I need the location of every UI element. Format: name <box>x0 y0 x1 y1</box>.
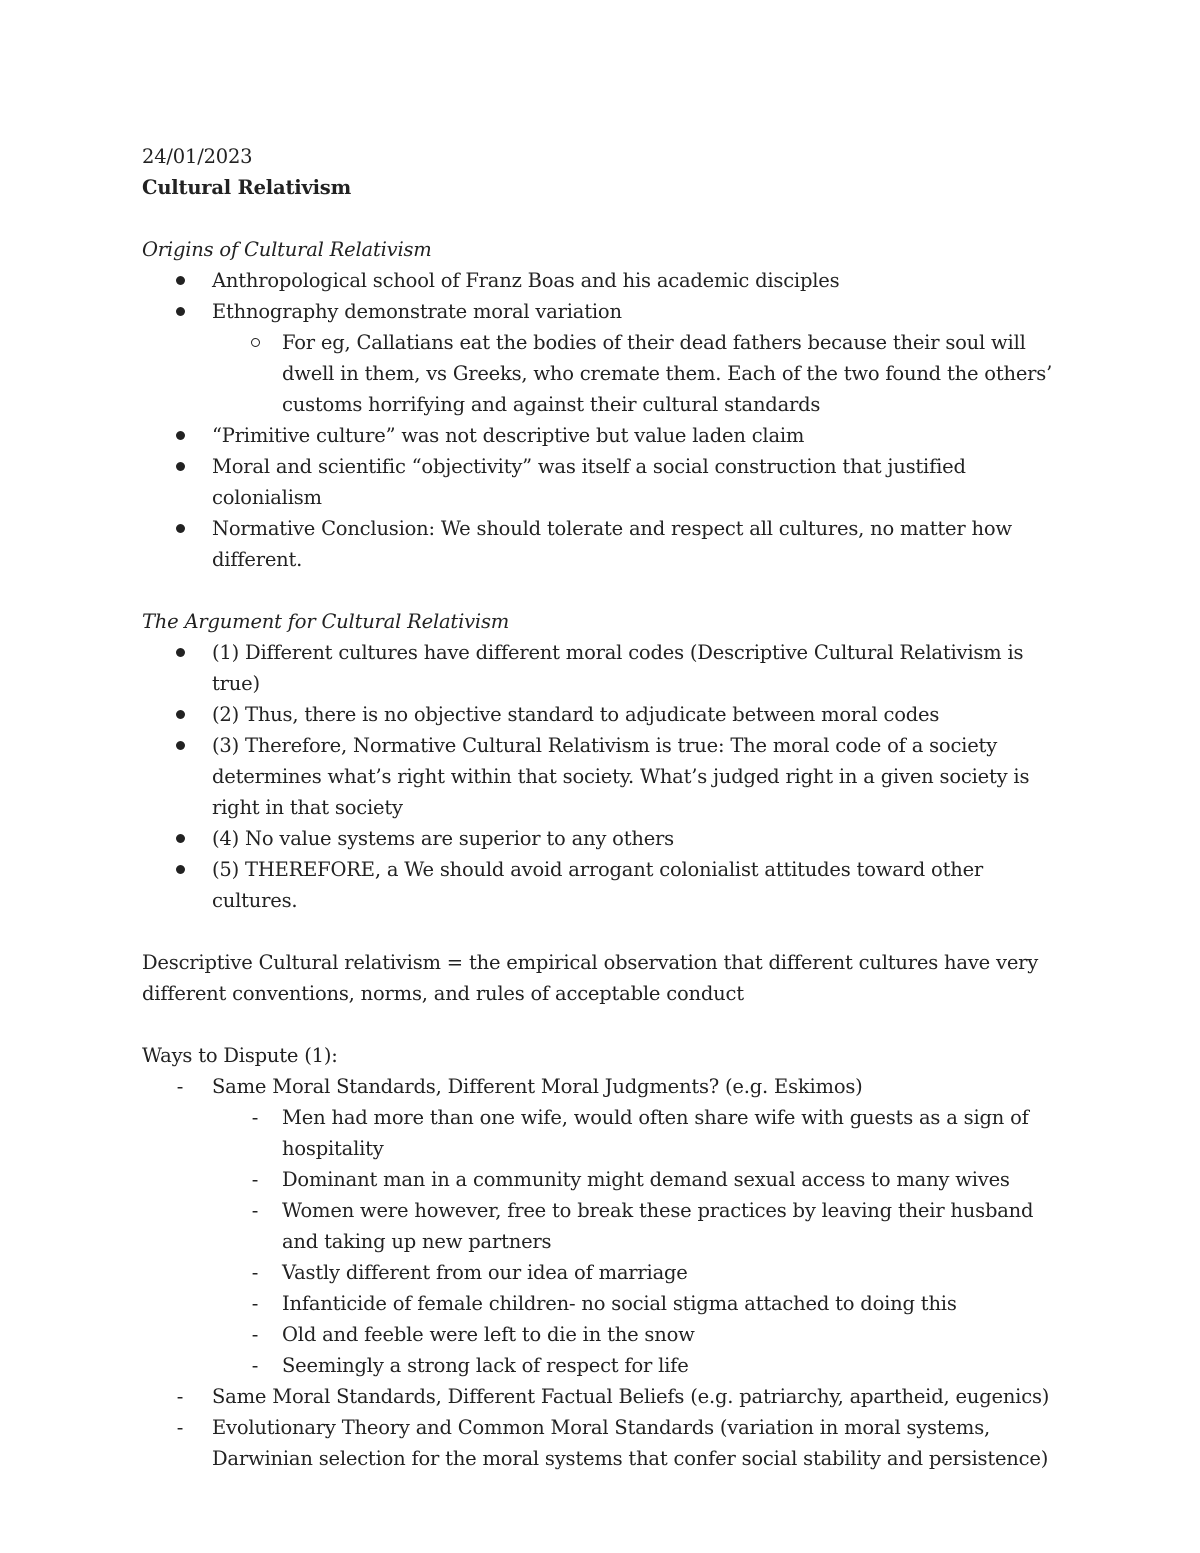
document-title: Cultural Relativism <box>142 176 352 199</box>
bullet-icon <box>170 420 190 451</box>
list-item <box>142 1319 1062 1350</box>
dispute-heading: Ways to Dispute (1): <box>142 1044 338 1067</box>
list-item-text: (2) Thus, there is no objective standard to adjudicate between moral codes <box>212 703 940 726</box>
list-item <box>142 1350 1062 1381</box>
list-item <box>142 1288 1062 1319</box>
list-item-text: Vastly different from our idea of marriage <box>282 1261 688 1284</box>
list-item-text: Evolutionary Theory and Common Moral Standards (variation in moral systems, Darwinian selection for the moral systems that confer social stability and persistence) <box>212 1416 1049 1470</box>
bullet-icon <box>170 296 190 327</box>
argument-list <box>142 637 1062 916</box>
list-item <box>142 513 1062 575</box>
list-item-text: Men had more than one wife, would often share wife with guests as a sign of hospitality <box>282 1106 1029 1160</box>
list-item-text: (1) Different cultures have different moral codes (Descriptive Cultural Relativism is true) <box>212 641 1024 695</box>
argument-heading: The Argument for Cultural Relativism <box>142 610 510 633</box>
bullet-icon <box>170 823 190 854</box>
dash-bullet-icon: - <box>251 1323 259 1346</box>
document-page <box>142 141 1062 1474</box>
list-item <box>142 1381 1062 1412</box>
spacer <box>142 575 1062 606</box>
list-item <box>142 730 1062 823</box>
list-item-text: Infanticide of female children- no social stigma attached to doing this <box>282 1292 957 1315</box>
dash-bullet-icon: - <box>251 1168 259 1191</box>
list-item <box>142 1164 1062 1195</box>
dispute-list <box>142 1071 1062 1474</box>
list-item <box>142 420 1062 451</box>
list-item-text: Ethnography demonstrate moral variation <box>212 300 622 323</box>
hollow-bullet-icon <box>245 327 265 358</box>
list-item-text: Seemingly a strong lack of respect for life <box>282 1354 689 1377</box>
list-item <box>142 1412 1062 1474</box>
dash-bullet-icon: - <box>251 1261 259 1284</box>
origins-sublist <box>212 327 1062 420</box>
origins-heading: Origins of Cultural Relativism <box>142 238 432 261</box>
bullet-icon <box>170 265 190 296</box>
bullet-icon <box>170 451 190 482</box>
list-item-text: Same Moral Standards, Different Moral Judgments? (e.g. Eskimos) <box>212 1075 863 1098</box>
list-item-text: (3) Therefore, Normative Cultural Relativism is true: The moral code of a society determines what’s right within that society. What’s judged right in a given society is right in that society <box>212 734 1030 819</box>
dash-bullet-icon: - <box>251 1199 259 1222</box>
list-item-text: For eg, Callatians eat the bodies of their dead fathers because their soul will dwell in them, vs Greeks, who cremate them. Each of the two found the others’ customs horrifying and against their cultural standards <box>282 331 1053 416</box>
dash-bullet-icon: - <box>176 1385 184 1408</box>
list-item-text: Old and feeble were left to die in the snow <box>282 1323 695 1346</box>
dash-bullet-icon: - <box>251 1354 259 1377</box>
list-item <box>142 451 1062 513</box>
dash-bullet-icon: - <box>251 1106 259 1129</box>
origins-list <box>142 265 1062 575</box>
bullet-icon <box>170 730 190 761</box>
list-item <box>142 265 1062 296</box>
list-item-text: “Primitive culture” was not descriptive but value laden claim <box>212 424 805 447</box>
dash-bullet-icon: - <box>251 1292 259 1315</box>
list-item <box>142 854 1062 916</box>
document-date: 24/01/2023 <box>142 145 253 168</box>
list-item <box>142 1071 1062 1381</box>
list-item <box>142 823 1062 854</box>
list-item-text: Anthropological school of Franz Boas and his academic disciples <box>212 269 840 292</box>
list-item <box>142 1102 1062 1164</box>
list-item-text: (5) THEREFORE, a We should avoid arrogant colonialist attitudes toward other cultures. <box>212 858 984 912</box>
list-item-text: Women were however, free to break these practices by leaving their husband and taking up new partners <box>282 1199 1034 1253</box>
bullet-icon <box>170 854 190 885</box>
list-item <box>142 1195 1062 1257</box>
spacer <box>142 203 1062 234</box>
list-item-text: (4) No value systems are superior to any others <box>212 827 674 850</box>
list-item-text: Moral and scientific “objectivity” was itself a social construction that justified colonialism <box>212 455 966 509</box>
list-item-text: Dominant man in a community might demand sexual access to many wives <box>282 1168 1010 1191</box>
spacer <box>142 1009 1062 1040</box>
bullet-icon <box>170 637 190 668</box>
list-item-text: Same Moral Standards, Different Factual Beliefs (e.g. patriarchy, apartheid, eugenics) <box>212 1385 1050 1408</box>
dash-bullet-icon: - <box>176 1075 184 1098</box>
bullet-icon <box>170 513 190 544</box>
dash-bullet-icon: - <box>176 1416 184 1439</box>
list-item <box>142 327 1062 420</box>
spacer <box>142 916 1062 947</box>
definition-paragraph: Descriptive Cultural relativism = the empirical observation that different cultures have very different conventions, norms, and rules of acceptable conduct <box>142 951 1039 1005</box>
bullet-icon <box>170 699 190 730</box>
list-item <box>142 296 1062 420</box>
list-item <box>142 637 1062 699</box>
list-item <box>142 699 1062 730</box>
list-item <box>142 1257 1062 1288</box>
dispute-sublist <box>212 1102 1062 1381</box>
list-item-text: Normative Conclusion: We should tolerate and respect all cultures, no matter how different. <box>212 517 1012 571</box>
